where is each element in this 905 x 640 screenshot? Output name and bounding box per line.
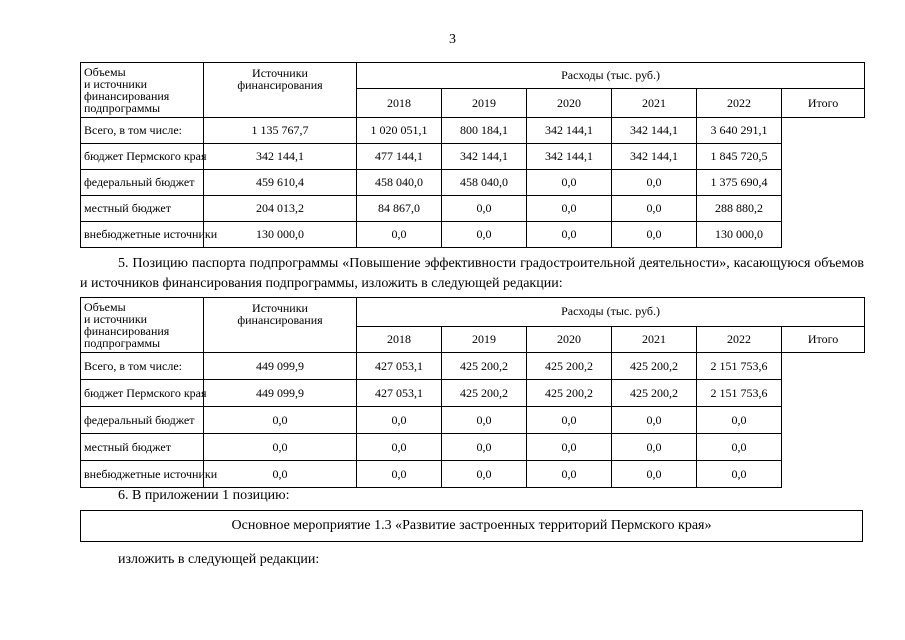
source-cell: Всего, в том числе: [81,118,204,144]
value-cell: 0,0 [357,434,442,461]
value-cell: 427 053,1 [357,380,442,407]
value-cell: 0,0 [697,407,782,434]
year-header: 2018 [357,326,442,352]
paragraph-6: 6. В приложении 1 позицию: [118,488,290,503]
year-header: 2018 [357,89,442,118]
source-cell: внебюджетные источники [81,222,204,248]
value-cell: 1 375 690,4 [697,170,782,196]
value-cell: 427 053,1 [357,353,442,380]
table-label: Объемы и источники финансирования подпрограммы [81,63,204,118]
paragraph-7: изложить в следующей редакции: [118,552,320,567]
table-row [81,461,865,488]
value-cell: 458 040,0 [442,170,527,196]
value-cell: 458 040,0 [357,170,442,196]
year-header: 2020 [527,89,612,118]
value-cell: 0,0 [442,407,527,434]
year-header: 2022 [697,326,782,352]
value-cell: 0,0 [612,461,697,488]
table-row [81,118,865,144]
table-row [81,380,865,407]
value-cell: 342 144,1 [527,144,612,170]
value-cell: 2 151 753,6 [697,353,782,380]
value-cell: 477 144,1 [357,144,442,170]
source-cell: федеральный бюджет [81,407,204,434]
value-cell: 425 200,2 [612,380,697,407]
source-cell: местный бюджет [81,434,204,461]
value-cell: 0,0 [612,407,697,434]
value-cell: 0,0 [527,170,612,196]
value-cell: 0,0 [697,434,782,461]
financing-table-2 [80,297,865,488]
year-header: 2021 [612,89,697,118]
value-cell: 0,0 [442,461,527,488]
value-cell: 3 640 291,1 [697,118,782,144]
value-cell: 0,0 [204,461,357,488]
value-cell: 0,0 [204,407,357,434]
value-cell: 0,0 [357,222,442,248]
value-cell: 2 151 753,6 [697,380,782,407]
value-cell: 459 610,4 [204,170,357,196]
financing-table-1 [80,62,865,248]
source-cell: местный бюджет [81,196,204,222]
table-label: Объемы и источники финансирования подпрограммы [81,298,204,353]
value-cell: 0,0 [612,170,697,196]
value-cell: 130 000,0 [697,222,782,248]
value-cell: 0,0 [527,196,612,222]
table-row [81,222,865,248]
table-row [81,434,865,461]
value-cell: 84 867,0 [357,196,442,222]
value-cell: 342 144,1 [612,118,697,144]
source-cell: Всего, в том числе: [81,353,204,380]
year-header: Итого [782,326,865,352]
value-cell: 288 880,2 [697,196,782,222]
value-cell: 425 200,2 [442,353,527,380]
expenses-header: Расходы (тыс. руб.) [357,298,865,327]
value-cell: 449 099,9 [204,380,357,407]
year-header: 2020 [527,326,612,352]
value-cell: 0,0 [527,222,612,248]
value-cell: 0,0 [357,461,442,488]
value-cell: 342 144,1 [612,144,697,170]
source-cell: бюджет Пермского края [81,380,204,407]
value-cell: 130 000,0 [204,222,357,248]
table-row [81,170,865,196]
value-cell: 800 184,1 [442,118,527,144]
year-header: 2021 [612,326,697,352]
value-cell: 0,0 [697,461,782,488]
value-cell: 0,0 [442,434,527,461]
sources-header: Источники финансирования [204,63,357,118]
value-cell: 425 200,2 [442,380,527,407]
sources-header: Источники финансирования [204,298,357,353]
value-cell: 0,0 [527,434,612,461]
value-cell: 0,0 [204,434,357,461]
year-header: 2022 [697,89,782,118]
year-header: Итого [782,89,865,118]
value-cell: 342 144,1 [442,144,527,170]
value-cell: 0,0 [357,407,442,434]
value-cell: 0,0 [442,196,527,222]
value-cell: 1 020 051,1 [357,118,442,144]
value-cell: 1 135 767,7 [204,118,357,144]
source-cell: внебюджетные источники [81,461,204,488]
value-cell: 0,0 [527,461,612,488]
year-header: 2019 [442,326,527,352]
value-cell: 425 200,2 [527,380,612,407]
page-number: 3 [449,32,456,47]
value-cell: 0,0 [612,434,697,461]
source-cell: бюджет Пермского края [81,144,204,170]
value-cell: 425 200,2 [527,353,612,380]
value-cell: 449 099,9 [204,353,357,380]
source-cell: федеральный бюджет [81,170,204,196]
activity-box: Основное мероприятие 1.3 «Развитие застроенных территорий Пермского края» [80,510,863,542]
year-header: 2019 [442,89,527,118]
value-cell: 0,0 [612,196,697,222]
value-cell: 342 144,1 [204,144,357,170]
table-row [81,196,865,222]
value-cell: 204 013,2 [204,196,357,222]
value-cell: 0,0 [527,407,612,434]
table-row [81,144,865,170]
value-cell: 425 200,2 [612,353,697,380]
table-row [81,353,865,380]
value-cell: 342 144,1 [527,118,612,144]
table-row [81,407,865,434]
value-cell: 0,0 [442,222,527,248]
expenses-header: Расходы (тыс. руб.) [357,63,865,89]
paragraph-5: 5. Позицию паспорта подпрограммы «Повышение эффективности градостроительной деятельности», касающуюся объемов и источников финансирования подпрограммы, изложить в следующей редакции: [80,256,864,291]
value-cell: 0,0 [612,222,697,248]
value-cell: 1 845 720,5 [697,144,782,170]
